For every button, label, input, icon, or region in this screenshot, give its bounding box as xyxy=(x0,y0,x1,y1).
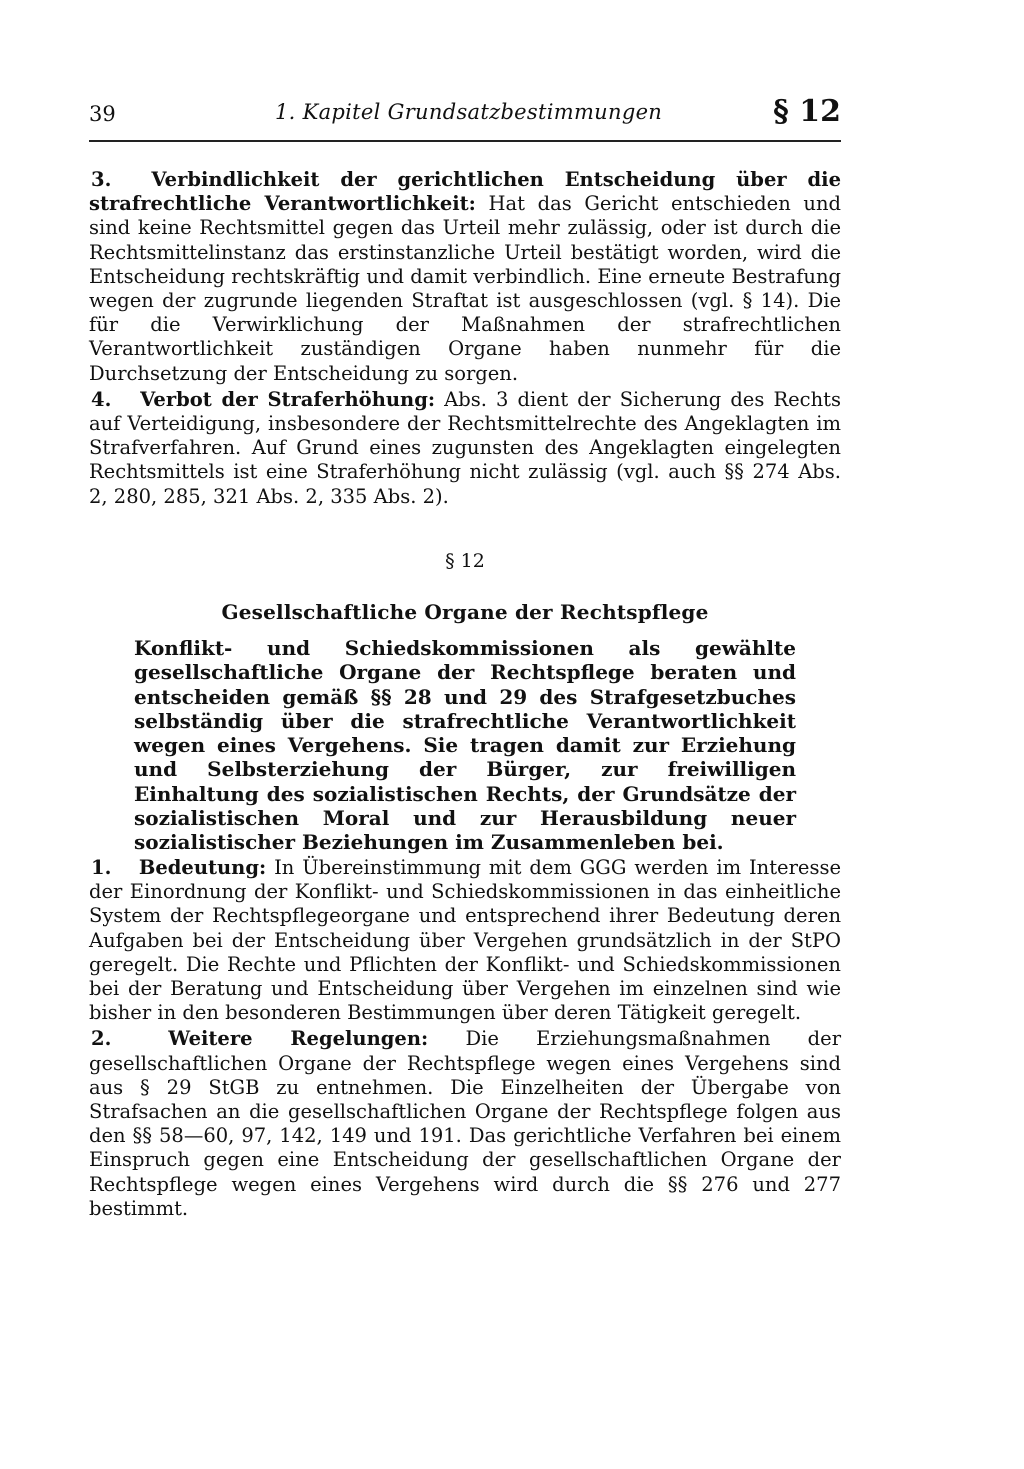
paragraph-number: 1. xyxy=(91,856,112,879)
paragraph-heading: Weitere Regelungen: xyxy=(168,1027,429,1051)
commentary-section xyxy=(89,856,841,1223)
section-title: Gesellschaftliche Organe der Rechtspflege xyxy=(221,600,709,624)
page-number: 39 xyxy=(89,102,116,126)
paragraph-heading: Verbot der Straferhöhung: xyxy=(140,387,436,411)
paragraph-number: 4. xyxy=(91,387,112,411)
commentary-paragraph xyxy=(89,388,841,509)
paragraph-text: In Übereinstimmung mit dem GGG werden im Interesse der Einordnung der Konflikt- und Schiedskommissionen in das einheitliche System der Rechtspflegeorgane und entsprechend ihrer Bedeutung deren Aufgaben bei der Entscheidung über Vergehen grundsätzlich in der StPO geregelt. Die Rechte und Pflichten der Konflikt- und Schiedskommissionen bei der Beratung und Entscheidung über Vergehen im einzelnen sind wie bisher in den besonderen Bestimmungen über deren Tätigkeit geregelt. xyxy=(89,856,842,1025)
paragraph-text: Abs. 3 dient der Sicherung des Rechts auf Verteidigung, insbesondere der Rechtsmittelrechte des Angeklagten im Strafverfahren. Auf Grund eines zugunsten des Angeklagten eingelegten Rechtsmittels ist eine Straferhöhung nicht zulässig (vgl. auch §§ 274 Abs. 2, 280, 285, 321 Abs. 2, 335 Abs. 2). xyxy=(89,387,841,508)
header-rule xyxy=(89,140,841,142)
commentary-paragraph xyxy=(89,1027,841,1221)
page-header xyxy=(89,96,841,136)
paragraph-number: 3. xyxy=(91,168,112,191)
commentary-paragraph xyxy=(89,856,841,1025)
paragraph-number: 2. xyxy=(91,1027,112,1051)
paragraph-heading: Verbindlichkeit der gerichtlichen Entscheidung über die strafrechtliche Verantwortlichkeit: xyxy=(89,168,841,216)
paragraph-heading: Bedeutung: xyxy=(138,856,267,879)
paragraph-text: Die Erziehungsmaßnahmen der gesellschaftlichen Organe der Rechtspflege wegen eines Vergehens sind aus § 29 StGB zu entnehmen. Die Einzelheiten der Übergabe von Strafsachen an die gesellschaftlichen Organe der Rechtspflege folgen aus den §§ 58—60, 97, 142, 149 und 191. Das gerichtliche Verfahren bei einem Einspruch gegen eine Entscheidung der gesellschaftlichen Organe der Rechtspflege wegen eines Vergehens wird durch die §§ 276 und 277 bestimmt. xyxy=(89,1027,842,1220)
commentary-prev-section xyxy=(89,168,841,511)
running-title: 1. Kapitel Grundsatzbestimmungen xyxy=(275,100,663,124)
header-section-mark: § 12 xyxy=(773,94,841,129)
section-mark: § 12 xyxy=(445,550,485,572)
statute-text: Konflikt- und Schiedskommissionen als gewählte gesellschaftliche Organe der Rechtspflege beraten und entscheiden gemäß §§ 28 und 29 des Strafgesetzbuches selbständig über die strafrechtliche Verantwortlichkeit wegen eines Vergehens. Sie tragen damit zur Erziehung und Selbsterziehung der Bürger, zur freiwilligen Einhaltung des sozialistischen Rechts, der Grundsätze der sozialistischen Moral und zur Herausbildung neuer sozialistischer Beziehungen im Zusammenleben bei. xyxy=(134,636,796,855)
paragraph-text: Hat das Gericht entschieden und sind keine Rechtsmittel gegen das Urteil mehr zulässig, oder ist durch die Rechtsmittelinstanz das erstinstanzliche Urteil bestätigt worden, wird die Entscheidung rechtskräftig und damit verbindlich. Eine erneute Bestrafung wegen der zugrunde liegenden Straftat ist ausgeschlossen (vgl. § 14). Die für die Verwirklichung der Maßnahmen der strafrechtlichen Verantwortlichkeit zuständigen Organe haben nunmehr für die Durchsetzung der Entscheidung zu sorgen. xyxy=(89,192,841,385)
commentary-paragraph xyxy=(89,168,841,386)
